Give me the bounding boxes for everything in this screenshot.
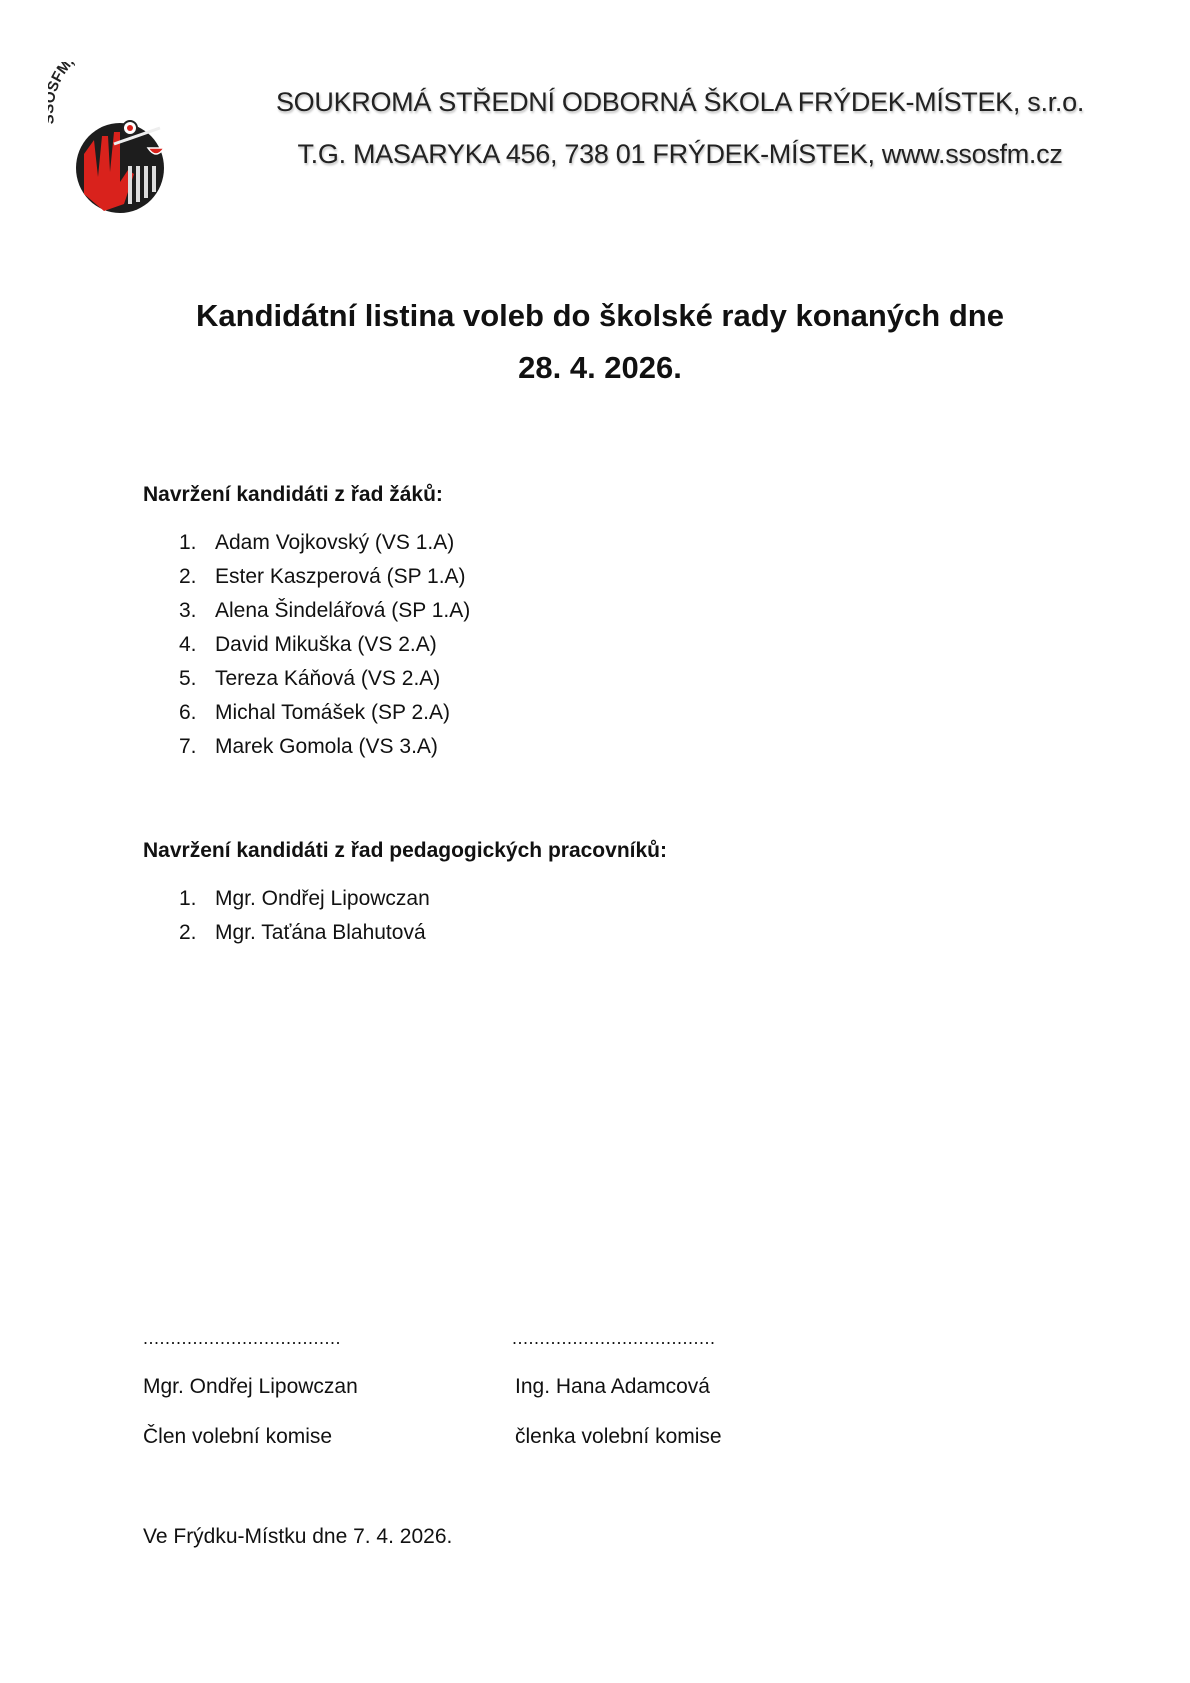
list-item-number: 2. xyxy=(179,921,197,944)
list-item-number: 1. xyxy=(179,531,197,554)
candidate-name: Marek Gomola (VS 3.A) xyxy=(215,735,438,758)
list-item-number: 5. xyxy=(179,667,197,690)
title-date: 28. 4. 2026. xyxy=(518,350,682,385)
logo-text: FM xyxy=(48,62,75,86)
school-address: T.G. MASARYKA 456, 738 01 FRÝDEK-MÍSTEK, www.ssosfm.cz xyxy=(297,139,1063,169)
school-logo xyxy=(48,62,198,217)
candidate-name: Adam Vojkovský (VS 1.A) xyxy=(215,531,455,554)
candidate-name: Mgr. Taťána Blahutová xyxy=(215,921,426,944)
list-item-number: 7. xyxy=(179,735,197,758)
candidate-name: Tereza Káňová (VS 2.A) xyxy=(215,667,441,690)
list-item xyxy=(143,526,470,560)
teachers-list xyxy=(143,882,430,950)
signer-left-role: Člen volební komise xyxy=(143,1425,333,1448)
candidate-name: Michal Tomášek (SP 2.A) xyxy=(215,701,450,724)
students-heading: Navržení kandidáti z řad žáků: xyxy=(143,483,443,506)
list-item xyxy=(143,594,470,628)
list-item xyxy=(143,730,470,764)
list-item xyxy=(143,882,430,916)
page-title xyxy=(60,290,1140,394)
students-list xyxy=(143,526,470,764)
svg-text:SSOŠFM, s.r.o. xyxy=(48,62,110,125)
signer-right-role: členka volební komise xyxy=(515,1425,722,1448)
signer-right-name: Ing. Hana Adamcová xyxy=(515,1375,710,1398)
candidate-name: David Mikuška (VS 2.A) xyxy=(215,633,437,656)
list-item xyxy=(143,696,470,730)
signature-line-right: ..................................... xyxy=(512,1328,716,1348)
list-item xyxy=(143,662,470,696)
title-line-1: Kandidátní listina voleb do školské rady konaných dne xyxy=(196,298,1004,333)
list-item-number: 3. xyxy=(179,599,197,622)
candidate-name: Mgr. Ondřej Lipowczan xyxy=(215,887,430,910)
candidate-name: Alena Šindelářová (SP 1.A) xyxy=(215,599,471,622)
school-name: SOUKROMÁ STŘEDNÍ ODBORNÁ ŠKOLA FRÝDEK-MÍSTEK, s.r.o. xyxy=(275,87,1085,117)
signature-line-left: .................................... xyxy=(143,1328,342,1348)
list-item xyxy=(143,628,470,662)
place-and-date: Ve Frýdku-Místku dne 7. 4. 2026. xyxy=(143,1525,453,1548)
list-item xyxy=(143,560,470,594)
list-item-number: 2. xyxy=(179,565,197,588)
list-item xyxy=(143,916,430,950)
signer-left-name: Mgr. Ondřej Lipowczan xyxy=(143,1375,358,1398)
list-item-number: 6. xyxy=(179,701,197,724)
candidate-name: Ester Kaszperová (SP 1.A) xyxy=(215,565,466,588)
list-item-number: 4. xyxy=(179,633,197,656)
list-item-number: 1. xyxy=(179,887,197,910)
teachers-heading: Navržení kandidáti z řad pedagogických pracovníků: xyxy=(143,839,667,862)
